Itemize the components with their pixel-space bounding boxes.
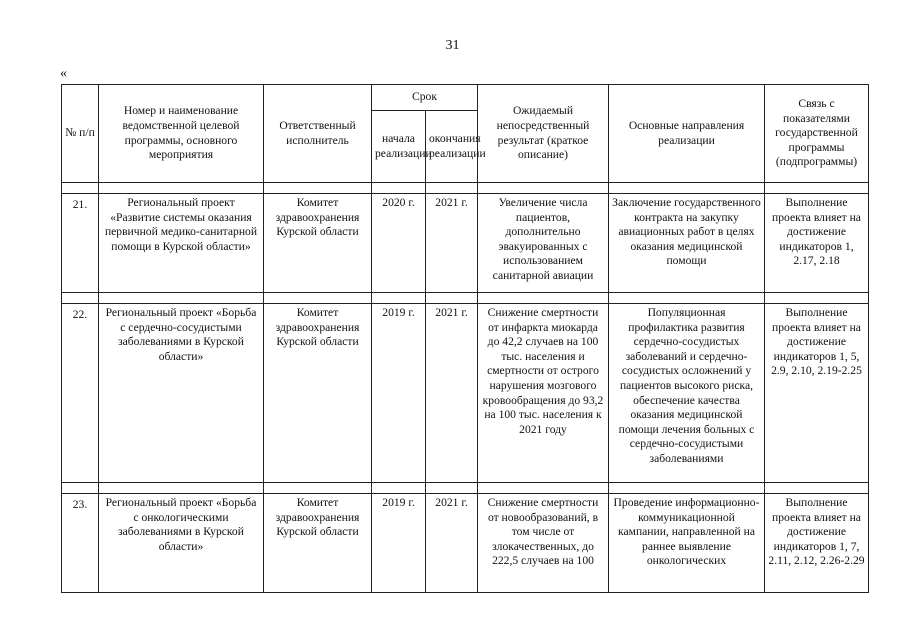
- indicator-link: Выполнение проекта влияет на достижение индикаторов 1, 2.17, 2.18: [765, 194, 869, 293]
- indicator-link: Выполнение проекта влияет на достижение индикаторов 1, 7, 2.11, 2.12, 2.26-2.29: [765, 494, 869, 593]
- responsible-executor: Комитет здравоохранения Курской области: [264, 494, 372, 593]
- program-name: Региональный проект «Борьба с онкологическими заболеваниями в Курской области»: [99, 494, 264, 593]
- header-term-end: окончания реализации: [426, 111, 478, 183]
- header-directions: Основные направления реализации: [609, 85, 765, 183]
- table-row: [62, 494, 869, 593]
- program-name: Региональный проект «Борьба с сердечно-сосудистыми заболеваниями в Курской области»: [99, 304, 264, 483]
- header-term-start: начала реализации: [372, 111, 426, 183]
- responsible-executor: Комитет здравоохранения Курской области: [264, 194, 372, 293]
- row-number: 21.: [62, 194, 99, 293]
- main-directions: Популяционная профилактика развития сердечно-сосудистых заболеваний и сердечно-сосудистых осложнений у пациентов высокого риска, обеспечение качества оказания медицинской помощи лечения больных с сердечно-сосудистыми заболеваниями: [609, 304, 765, 483]
- header-link: Связь с показателями государственной программы (подпрограммы): [765, 85, 869, 183]
- indicator-link: Выполнение проекта влияет на достижение индикаторов 1, 5, 2.9, 2.10, 2.19-2.25: [765, 304, 869, 483]
- table-spacer-row: [62, 293, 869, 304]
- start-year: 2020 г.: [372, 194, 426, 293]
- row-number: 22.: [62, 304, 99, 483]
- responsible-executor: Комитет здравоохранения Курской области: [264, 304, 372, 483]
- header-program: Номер и наименование ведомственной целевой программы, основного мероприятия: [99, 85, 264, 183]
- end-year: 2021 г.: [426, 494, 478, 593]
- expected-result: Снижение смертности от новообразований, в том числе от злокачественных, до 222,5 случаев на 100: [478, 494, 609, 593]
- row-number: 23.: [62, 494, 99, 593]
- table-spacer-row: [62, 183, 869, 194]
- opening-quote-mark: «: [60, 66, 67, 81]
- start-year: 2019 г.: [372, 304, 426, 483]
- table-spacer-row: [62, 483, 869, 494]
- header-executor: Ответственный исполнитель: [264, 85, 372, 183]
- table-row: [62, 194, 869, 293]
- page-number: 31: [445, 38, 460, 53]
- header-num: № п/п: [62, 85, 99, 183]
- program-activities-table: [61, 84, 869, 593]
- end-year: 2021 г.: [426, 304, 478, 483]
- start-year: 2019 г.: [372, 494, 426, 593]
- header-term: Срок: [372, 85, 478, 111]
- header-result: Ожидаемый непосредственный результат (краткое описание): [478, 85, 609, 183]
- main-directions: Заключение государственного контракта на закупку авиационных работ в целях оказания медицинской помощи: [609, 194, 765, 293]
- table-row: [62, 304, 869, 483]
- program-name: Региональный проект «Развитие системы оказания первичной медико-санитарной помощи в Курской области»: [99, 194, 264, 293]
- main-directions: Проведение информационно-коммуникационной кампании, направленной на раннее выявление онкологических: [609, 494, 765, 593]
- expected-result: Увеличение числа пациентов, дополнительно эвакуированных с использованием санитарной авиации: [478, 194, 609, 293]
- end-year: 2021 г.: [426, 194, 478, 293]
- table-header: [62, 85, 869, 183]
- expected-result: Снижение смертности от инфаркта миокарда до 42,2 случаев на 100 тыс. населения и смертности от острого нарушения мозгового кровообращения до 93,2 на 100 тыс. населения к 2021 году: [478, 304, 609, 483]
